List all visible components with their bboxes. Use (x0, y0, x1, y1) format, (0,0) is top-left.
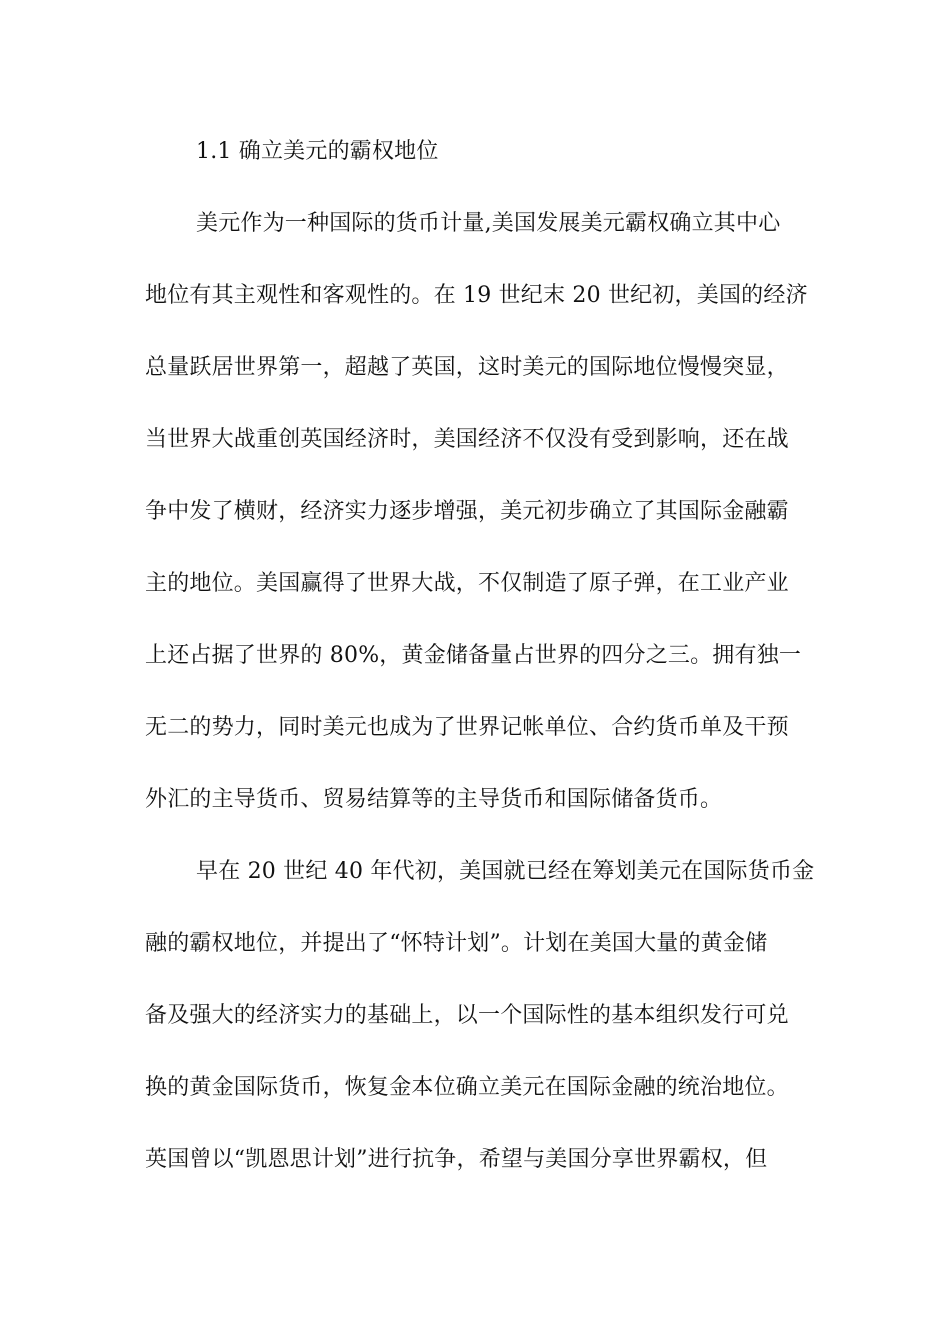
paragraph-line: 总量跃居世界第一，超越了英国，这时美元的国际地位慢慢突显， (145, 355, 789, 380)
paragraph-line: 融的霸权地位，并提出了“怀特计划”。计划在美国大量的黄金储 (145, 931, 768, 956)
paragraph-line: 换的黄金国际货币，恢复金本位确立美元在国际金融的统治地位。 (145, 1075, 789, 1100)
paragraph-line: 上还占据了世界的 80%，黄金储备量占世界的四分之三。拥有独一 (145, 643, 802, 668)
paragraph-line: 早在 20 世纪 40 年代初，美国就已经在筹划美元在国际货币金 (196, 859, 815, 884)
paragraph-line: 无二的势力，同时美元也成为了世界记帐单位、合约货币单及干预 (145, 715, 789, 740)
paragraph-line: 争中发了横财，经济实力逐步增强，美元初步确立了其国际金融霸 (145, 499, 789, 524)
paragraph-line: 美元作为一种国际的货币计量,美国发展美元霸权确立其中心 (196, 211, 781, 236)
paragraph-line: 当世界大战重创英国经济时，美国经济不仅没有受到影响，还在战 (145, 427, 789, 452)
paragraph-line: 地位有其主观性和客观性的。在 19 世纪末 20 世纪初，美国的经济 (145, 283, 808, 308)
section-heading: 1.1 确立美元的霸权地位 (196, 139, 439, 164)
paragraph-line: 备及强大的经济实力的基础上，以一个国际性的基本组织发行可兑 (145, 1003, 789, 1028)
paragraph-line: 主的地位。美国赢得了世界大战，不仅制造了原子弹，在工业产业 (145, 571, 789, 596)
paragraph-line: 外汇的主导货币、贸易结算等的主导货币和国际储备货币。 (145, 787, 723, 812)
paragraph-line: 英国曾以“凯恩思计划”进行抗争，希望与美国分享世界霸权，但 (145, 1147, 768, 1172)
